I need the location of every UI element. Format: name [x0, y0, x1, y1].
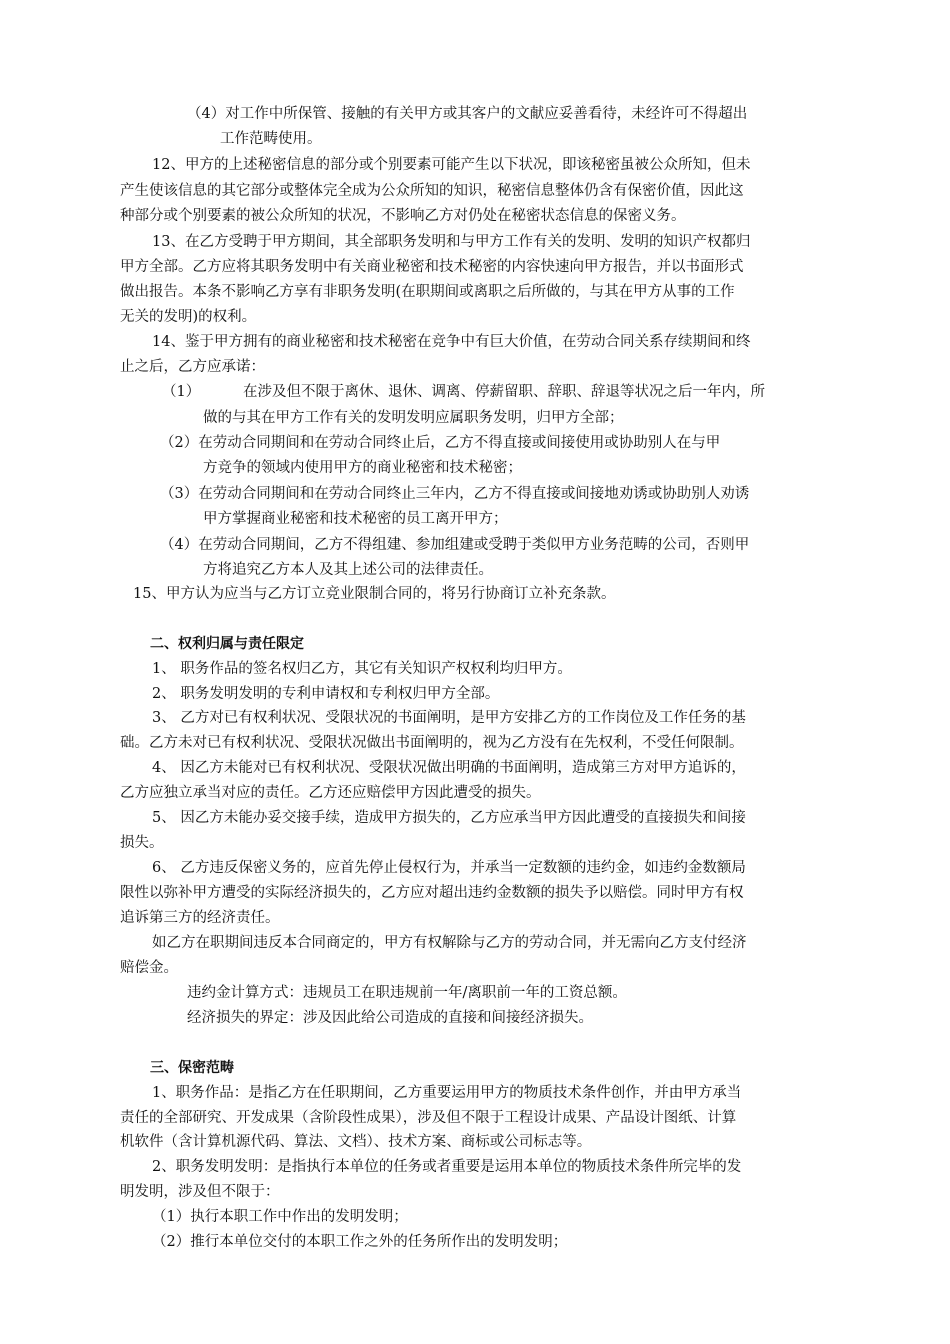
text-line: 经济损失的界定：涉及因此给公司造成的直接和间接经济损失。 [187, 1010, 593, 1026]
list-marker: （1） [162, 384, 201, 400]
text-line: （3）在劳动合同期间和在劳动合同终止三年内，乙方不得直接或间接地劝诱或协助别人劝诱 [160, 486, 750, 502]
text-line: 在涉及但不限于离休、退休、调离、停薪留职、辞职、辞退等状况之后一年内，所 [243, 384, 765, 400]
text-line: 止之后，乙方应承诺： [120, 359, 265, 375]
text-line: 13、在乙方受聘于甲方期间，其全部职务发明和与甲方工作有关的发明、发明的知识产权都归 [152, 234, 751, 250]
text-line: 方竞争的领域内使用甲方的商业秘密和技术秘密； [203, 460, 522, 476]
text-line: 4、 因乙方未能对已有权利状况、受限状况做出明确的书面阐明，造成第三方对甲方追诉的， [152, 760, 746, 776]
text-line: （4）对工作中所保管、接触的有关甲方或其客户的文献应妥善看待，未经许可不得超出 [187, 106, 748, 122]
text-line: 做出报告。本条不影响乙方享有非职务发明(在职期间或离职之后所做的，与其在甲方从事的工作 [120, 284, 735, 300]
text-line: 3、 乙方对已有权利状况、受限状况的书面阐明，是甲方安排乙方的工作岗位及工作任务的基 [152, 710, 746, 726]
text-line: 15、甲方认为应当与乙方订立竞业限制合同的，将另行协商订立补充条款。 [133, 586, 616, 602]
text-line: 方将追究乙方本人及其上述公司的法律责任。 [203, 562, 493, 578]
text-line: 机软件（含计算机源代码、算法、文档）、技术方案、商标或公司标志等。 [120, 1134, 592, 1150]
text-line: 做的与其在甲方工作有关的发明发明应属职务发明，归甲方全部； [203, 410, 624, 426]
text-line: 赔偿金。 [120, 960, 178, 976]
text-line: 2、 职务发明发明的专利申请权和专利权归甲方全部。 [152, 686, 500, 702]
text-line: 损失。 [120, 835, 164, 851]
text-line: 14、鉴于甲方拥有的商业秘密和技术秘密在竞争中有巨大价值，在劳动合同关系存续期间和终 [152, 334, 751, 350]
text-line: 甲方掌握商业秘密和技术秘密的员工离开甲方； [203, 511, 508, 527]
text-line: 限性以弥补甲方遭受的实际经济损失的，乙方应对超出违约金数额的损失予以赔偿。同时甲方有权 [120, 885, 744, 901]
text-line: 甲方全部。乙方应将其职务发明中有关商业秘密和技术秘密的内容快速向甲方报告，并以书面形式 [120, 259, 744, 275]
text-line: 如乙方在职期间违反本合同商定的，甲方有权解除与乙方的劳动合同，并无需向乙方支付经济 [152, 935, 747, 951]
text-line: （2）在劳动合同期间和在劳动合同终止后，乙方不得直接或间接使用或协助别人在与甲 [160, 435, 721, 451]
text-line: 6、 乙方违反保密义务的，应首先停止侵权行为，并承当一定数额的违约金，如违约金数额局 [152, 860, 746, 876]
text-line: （2）推行本单位交付的本职工作之外的任务所作出的发明发明； [152, 1234, 568, 1250]
text-line: 础。乙方未对已有权利状况、受限状况做出书面阐明的，视为乙方没有在先权利，不受任何限制。 [120, 735, 744, 751]
text-line: 违约金计算方式：违规员工在职违规前一年/离职前一年的工资总额。 [187, 985, 627, 1001]
section-heading: 二、权利归属与责任限定 [150, 636, 304, 652]
text-line: （4）在劳动合同期间，乙方不得组建、参加组建或受聘于类似甲方业务范畴的公司，否则甲 [160, 537, 750, 553]
text-line: 责任的全部研究、开发成果（含阶段性成果），涉及但不限于工程设计成果、产品设计图纸、计算 [120, 1110, 737, 1126]
text-line: 产生使该信息的其它部分或整体完全成为公众所知的知识，秘密信息整体仍含有保密价值，因此这 [120, 183, 744, 199]
text-line: 种部分或个别要素的被公众所知的状况，不影响乙方对仍处在秘密状态信息的保密义务。 [120, 208, 686, 224]
text-line: （1）执行本职工作中作出的发明发明； [152, 1209, 408, 1225]
text-line: 工作范畴使用。 [220, 131, 322, 147]
text-line: 无关的发明)的权利。 [120, 309, 257, 325]
text-line: 追诉第三方的经济责任。 [120, 910, 280, 926]
text-line: 1、 职务作品的签名权归乙方，其它有关知识产权权利均归甲方。 [152, 661, 572, 677]
text-line: 5、 因乙方未能办妥交接手续，造成甲方损失的，乙方应承当甲方因此遭受的直接损失和间接 [152, 810, 746, 826]
text-line: 1、职务作品：是指乙方在任职期间，乙方重要运用甲方的物质技术条件创作，并由甲方承当 [152, 1085, 742, 1101]
section-heading: 三、保密范畴 [150, 1060, 234, 1076]
text-line: 乙方应独立承当对应的责任。乙方还应赔偿甲方因此遭受的损失。 [120, 785, 541, 801]
text-line: 2、职务发明发明：是指执行本单位的任务或者重要是运用本单位的物质技术条件所完毕的发 [152, 1159, 742, 1175]
text-line: 明发明，涉及但不限于： [120, 1184, 280, 1200]
text-line: 12、甲方的上述秘密信息的部分或个别要素可能产生以下状况，即该秘密虽被公众所知，但未 [152, 157, 751, 173]
